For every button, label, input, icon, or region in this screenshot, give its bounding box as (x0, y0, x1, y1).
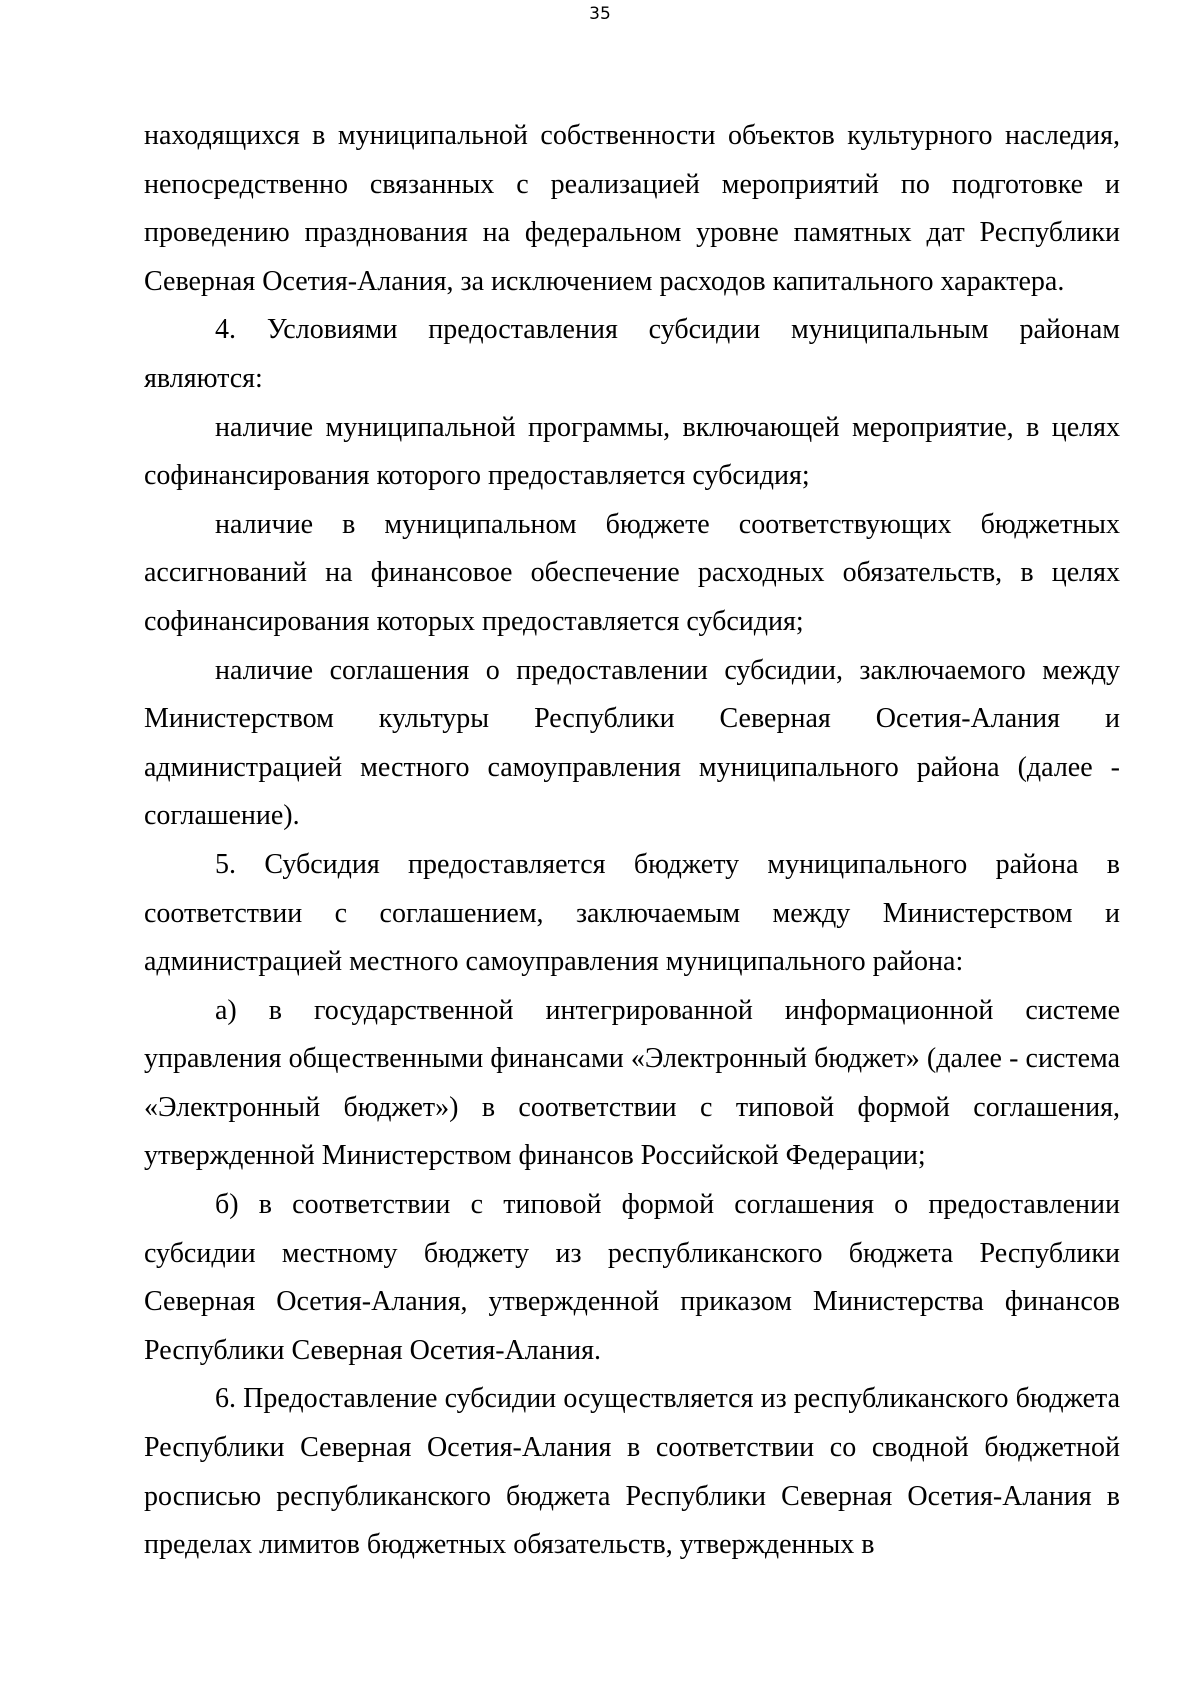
page-number: 35 (589, 4, 611, 24)
paragraph-continuation: находящихся в муниципальной собственности объектов культурного наследия, непосредственно связанных с реализацией мероприятий по подготовке и проведению празднования на федеральном уровне памятных дат Республики Северная Осетия-Алания, за исключением расходов капитального характера. (144, 120, 1120, 297)
paragraph-condition-program: наличие муниципальной программы, включающей мероприятие, в целях софинансирования которого предоставляется субсидия; (144, 411, 1120, 492)
paragraph-condition-agreement: наличие соглашения о предоставлении субсидии, заключаемого между Министерством культуры Республики Северная Осетия-Алания и администрацией местного самоуправления муниципального района (далее - соглашение). (144, 654, 1120, 832)
paragraph-clause-5a: а) в государственной интегрированной информационной системе управления общественными финансами «Электронный бюджет» (далее - система «Электронный бюджет») в соответствии с типовой формой соглашения, утвержденной Министерством финансов Российской Федерации; (144, 994, 1120, 1172)
paragraph-clause-6: 6. Предоставление субсидии осуществляется из республиканского бюджета Республики Северная Осетия-Алания в соответствии со сводной бюджетной росписью республиканского бюджета Республики Северная Осетия-Алания в пределах лимитов бюджетных обязательств, утвержденных в (144, 1383, 1120, 1561)
paragraph-clause-5b: б) в соответствии с типовой формой соглашения о предоставлении субсидии местному бюджету из республиканского бюджета Республики Северная Осетия-Алания, утвержденной приказом Министерства финансов Республики Северная Осетия-Алания. (144, 1189, 1120, 1366)
paragraph-clause-4: 4. Условиями предоставления субсидии муниципальным районам являются: (144, 314, 1120, 394)
paragraph-clause-5: 5. Субсидия предоставляется бюджету муниципального района в соответствии с соглашением, заключаемым между Министерством и администрацией местного самоуправления муниципального района: (144, 848, 1120, 978)
paragraph-condition-budget: наличие в муниципальном бюджете соответствующих бюджетных ассигнований на финансовое обеспечение расходных обязательств, в целях софинансирования которых предоставляется субсидия; (144, 508, 1120, 637)
document-body (144, 112, 1120, 1570)
